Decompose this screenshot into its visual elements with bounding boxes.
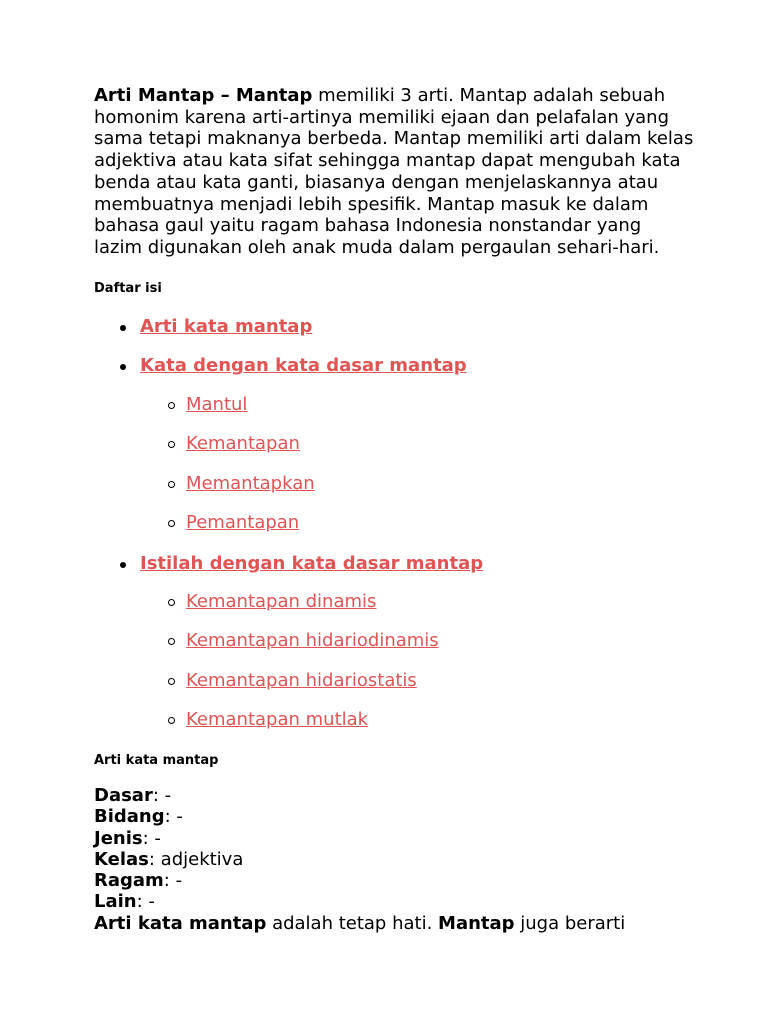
toc-subitem bbox=[186, 670, 417, 692]
meta-key: Kelas bbox=[94, 848, 149, 870]
definition-text-1: adalah tetap hati. bbox=[266, 913, 439, 934]
toc-link-mantul[interactable]: Mantul bbox=[186, 394, 248, 415]
toc-subitem bbox=[186, 630, 439, 652]
meta-key: Bidang bbox=[94, 806, 165, 828]
definition-text-2: juga berarti bbox=[514, 913, 626, 934]
word-meta-list bbox=[94, 785, 243, 913]
toc-subitem bbox=[186, 433, 300, 455]
toc-link-memantapkan[interactable]: Memantapkan bbox=[186, 473, 315, 494]
definition-bold-2: Mantap bbox=[438, 913, 515, 934]
section-title: Arti kata mantap bbox=[94, 753, 219, 768]
toc-subitem bbox=[186, 473, 315, 495]
meta-key: Jenis bbox=[94, 827, 143, 849]
toc-item bbox=[140, 355, 467, 377]
toc-item bbox=[140, 316, 312, 338]
meta-dasar bbox=[94, 785, 243, 806]
toc-link-kemantapan-hidariostatis[interactable]: Kemantapan hidariostatis bbox=[186, 670, 417, 691]
meta-value: : - bbox=[164, 806, 183, 828]
toc-subitem bbox=[186, 709, 368, 731]
meta-ragam bbox=[94, 870, 243, 891]
meta-value: : - bbox=[152, 785, 172, 806]
meta-value: : - bbox=[163, 870, 183, 892]
toc-link-kemantapan-mutlak[interactable]: Kemantapan mutlak bbox=[186, 709, 369, 730]
definition-paragraph bbox=[94, 913, 625, 935]
toc-subitem bbox=[186, 512, 299, 534]
toc-link-kemantapan-dinamis[interactable]: Kemantapan dinamis bbox=[186, 591, 377, 612]
toc-link-kata-dengan-kata-dasar[interactable]: Kata dengan kata dasar mantap bbox=[140, 355, 467, 376]
meta-key: Ragam bbox=[94, 870, 164, 892]
meta-value: : - bbox=[136, 891, 155, 913]
meta-value: : adjektiva bbox=[148, 848, 244, 870]
toc-title: Daftar isi bbox=[94, 281, 162, 296]
toc-subitem bbox=[186, 394, 247, 416]
intro-bold-title: Arti Mantap – Mantap bbox=[94, 85, 313, 106]
toc-link-kemantapan[interactable]: Kemantapan bbox=[186, 433, 300, 454]
meta-key: Lain bbox=[94, 891, 137, 913]
meta-value: : - bbox=[142, 827, 161, 849]
toc-link-arti-kata-mantap[interactable]: Arti kata mantap bbox=[140, 316, 313, 337]
meta-lain bbox=[94, 891, 243, 912]
toc-item bbox=[140, 553, 483, 575]
toc-link-pemantapan[interactable]: Pemantapan bbox=[186, 512, 300, 533]
intro-text: memiliki 3 arti. Mantap adalah sebuah homonim karena arti-artinya memiliki ejaan dan pelafalan yang sama tetapi maknanya berbeda. Mantap memiliki arti dalam kelas adjektiva atau kata sifat sehingga mantap dapat mengubah kata benda atau kata ganti, biasanya dengan menjelaskannya atau membuatnya menjadi lebih spesifik. Mantap masuk ke dalam bahasa gaul yaitu ragam bahasa Indonesia nonstandar yang lazim digunakan oleh anak muda dalam pergaulan sehari-hari. bbox=[94, 85, 694, 258]
meta-bidang bbox=[94, 806, 243, 827]
definition-bold-1: Arti kata mantap bbox=[94, 913, 267, 934]
meta-key: Dasar bbox=[94, 785, 153, 806]
meta-kelas bbox=[94, 849, 243, 870]
toc-subitem bbox=[186, 591, 376, 613]
toc-link-istilah[interactable]: Istilah dengan kata dasar mantap bbox=[140, 553, 484, 574]
meta-jenis bbox=[94, 828, 243, 849]
toc-link-kemantapan-hidariodinamis[interactable]: Kemantapan hidariodinamis bbox=[186, 630, 439, 651]
